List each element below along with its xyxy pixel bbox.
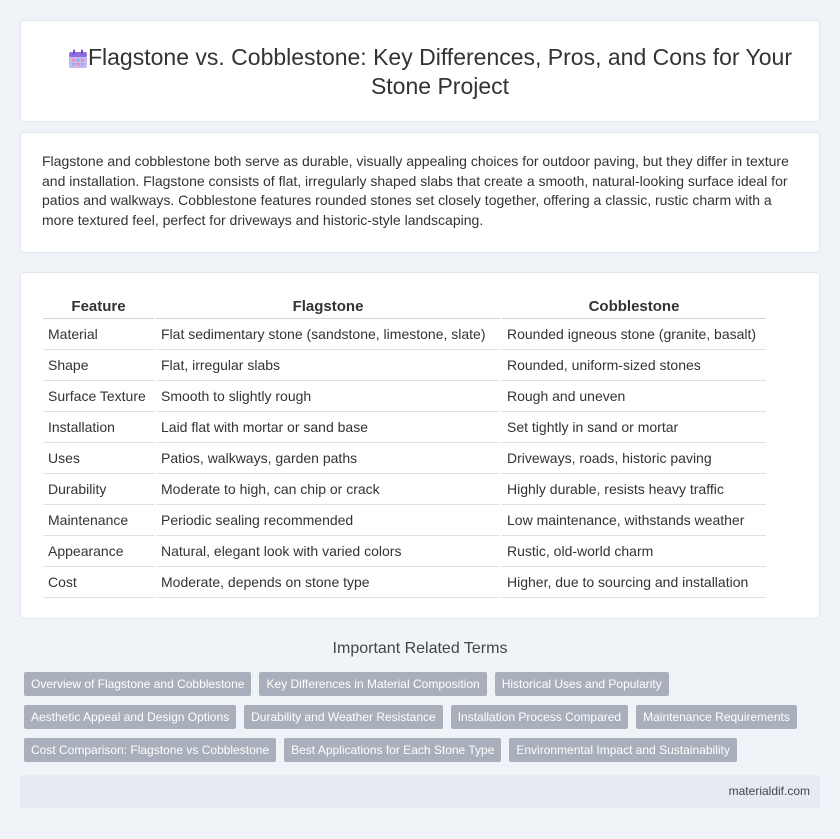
cell-cobblestone: Set tightly in sand or mortar xyxy=(502,412,766,443)
cell-feature: Cost xyxy=(43,567,154,598)
tag-row xyxy=(24,705,824,729)
related-term-tag[interactable]: Cost Comparison: Flagstone vs Cobblestone xyxy=(24,738,276,762)
cell-feature: Durability xyxy=(43,474,154,505)
table-row xyxy=(43,412,766,443)
cell-flagstone: Natural, elegant look with varied colors xyxy=(156,536,500,567)
related-terms-list xyxy=(24,672,824,771)
table-row xyxy=(43,567,766,598)
table-row xyxy=(43,443,766,474)
table-row xyxy=(43,319,766,350)
table-header-row xyxy=(43,294,766,319)
cell-flagstone: Flat sedimentary stone (sandstone, limestone, slate) xyxy=(156,319,500,350)
cell-feature: Uses xyxy=(43,443,154,474)
intro-paragraph: Flagstone and cobblestone both serve as durable, visually appealing choices for outdoor paving, but they differ in texture and installation. Flagstone consists of flat, irregularly shaped slabs that create a smooth, natural-looking surface ideal for patios and walkways. Cobblestone features rounded stones set closely together, offering a classic, rustic charm with a more textured feel, perfect for driveways and historic-style landscaping. xyxy=(42,153,789,228)
cell-flagstone: Flat, irregular slabs xyxy=(156,350,500,381)
related-term-tag[interactable]: Overview of Flagstone and Cobblestone xyxy=(24,672,251,696)
cell-feature: Surface Texture xyxy=(43,381,154,412)
cell-cobblestone: Higher, due to sourcing and installation xyxy=(502,567,766,598)
tag-row xyxy=(24,672,824,696)
cell-flagstone: Moderate to high, can chip or crack xyxy=(156,474,500,505)
related-term-tag[interactable]: Environmental Impact and Sustainability xyxy=(509,738,736,762)
table-row xyxy=(43,381,766,412)
comparison-table xyxy=(41,294,768,598)
cell-flagstone: Moderate, depends on stone type xyxy=(156,567,500,598)
cell-feature: Appearance xyxy=(43,536,154,567)
related-terms-heading: Important Related Terms xyxy=(332,640,508,657)
header-card xyxy=(20,20,820,122)
cell-cobblestone: Rounded, uniform-sized stones xyxy=(502,350,766,381)
related-term-tag[interactable]: Durability and Weather Resistance xyxy=(244,705,443,729)
footer-site-name[interactable]: materialdif.com xyxy=(728,784,810,798)
cell-cobblestone: Rough and uneven xyxy=(502,381,766,412)
comparison-card xyxy=(20,272,820,619)
related-term-tag[interactable]: Installation Process Compared xyxy=(451,705,628,729)
cell-cobblestone: Highly durable, resists heavy traffic xyxy=(502,474,766,505)
header-cobblestone: Cobblestone xyxy=(502,294,766,319)
related-term-tag[interactable]: Historical Uses and Popularity xyxy=(495,672,669,696)
tag-row xyxy=(24,738,824,762)
cell-cobblestone: Driveways, roads, historic paving xyxy=(502,443,766,474)
table-row xyxy=(43,350,766,381)
header-feature: Feature xyxy=(43,294,154,319)
related-term-tag[interactable]: Best Applications for Each Stone Type xyxy=(284,738,501,762)
header-flagstone: Flagstone xyxy=(156,294,500,319)
related-term-tag[interactable]: Key Differences in Material Composition xyxy=(259,672,486,696)
cell-flagstone: Patios, walkways, garden paths xyxy=(156,443,500,474)
cell-flagstone: Periodic sealing recommended xyxy=(156,505,500,536)
cell-feature: Shape xyxy=(43,350,154,381)
cell-flagstone: Smooth to slightly rough xyxy=(156,381,500,412)
related-term-tag[interactable]: Aesthetic Appeal and Design Options xyxy=(24,705,236,729)
cell-cobblestone: Rounded igneous stone (granite, basalt) xyxy=(502,319,766,350)
footer xyxy=(20,775,820,808)
cell-feature: Installation xyxy=(43,412,154,443)
table-row xyxy=(43,505,766,536)
cell-cobblestone: Low maintenance, withstands weather xyxy=(502,505,766,536)
cell-feature: Material xyxy=(43,319,154,350)
table-row xyxy=(43,474,766,505)
intro-card xyxy=(20,132,820,253)
table-row xyxy=(43,536,766,567)
cell-flagstone: Laid flat with mortar or sand base xyxy=(156,412,500,443)
cell-cobblestone: Rustic, old-world charm xyxy=(502,536,766,567)
related-term-tag[interactable]: Maintenance Requirements xyxy=(636,705,797,729)
cell-feature: Maintenance xyxy=(43,505,154,536)
page-title: Flagstone vs. Cobblestone: Key Differences, Pros, and Cons for Your Stone Project xyxy=(87,44,793,99)
